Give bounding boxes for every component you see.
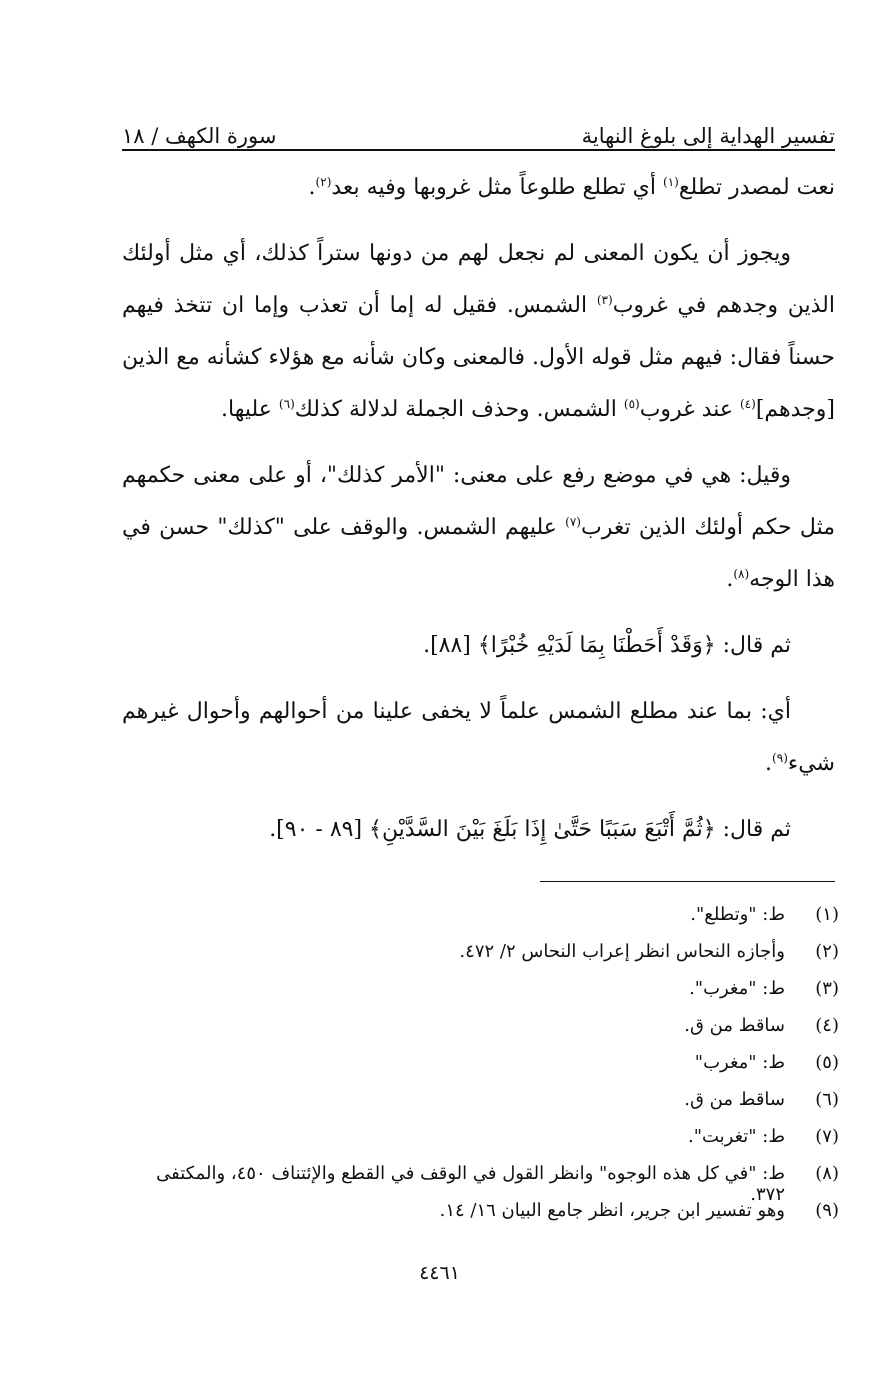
footnote-ref-4[interactable]: (٤) (739, 397, 756, 411)
footnote-ref-8[interactable]: (٨) (733, 567, 750, 581)
paragraph-2 (122, 228, 835, 436)
footnote-text: وأجازه النحاس انظر إعراب النحاس ٢/ ٤٧٢. (459, 941, 785, 962)
footnote-number: (٤) (815, 1015, 839, 1036)
footnote-item (120, 1163, 839, 1205)
footnote-ref-3[interactable]: (٣) (596, 293, 613, 307)
footnote-item (120, 941, 839, 978)
verse-number: [٨٩ - ٩٠]. (269, 817, 370, 842)
verse-number: [٨٨]. (423, 633, 478, 658)
footnote-ref-2[interactable]: (٢) (315, 175, 332, 189)
footnote-number: (١) (815, 904, 839, 925)
quran-verse: ﴿وَقَدْ أَحَطْنَا بِمَا لَدَيْهِ خُبْرًا﴾ (477, 633, 716, 658)
text-run: عند غروب (639, 397, 740, 422)
header-rule (122, 149, 835, 151)
text-run: . (726, 567, 734, 592)
surah-label: سورة الكهف / ١٨ (122, 124, 277, 148)
text-run: ثم قال: (715, 817, 791, 842)
footnote-ref-7[interactable]: (٧) (565, 515, 581, 529)
text-run: نعت لمصدر تطلع (678, 175, 835, 200)
book-title: تفسير الهداية إلى بلوغ النهاية (581, 124, 835, 148)
text-run: الشمس. فقيل له إما أن تعذب وإما ان تتخذ فيهم حسناً فقال: فيهم مثل قوله الأول. فالمعنى وكان شأنه مع هؤلاء كشأنه مع الذين [وجدهم] (122, 293, 835, 422)
footnote-text: ساقط من ق. (684, 1089, 785, 1110)
text-run: وقيل: هي في موضع رفع على معنى: "الأمر كذلك"، أو على معنى حكمهم مثل حكم أولئك الذين تغرب (122, 463, 836, 540)
footnote-ref-6[interactable]: (٦) (278, 397, 295, 411)
page-header (122, 108, 835, 148)
footnote-item (120, 904, 839, 941)
footnote-item (120, 1200, 839, 1237)
text-run: . (765, 751, 773, 776)
footnote-ref-1[interactable]: (١) (663, 175, 679, 189)
footnote-item (120, 1089, 839, 1126)
paragraph-1 (122, 162, 835, 214)
footnote-number: (٢) (815, 941, 839, 962)
text-run: ويجوز أن يكون المعنى لم نجعل لهم من دونها ستراً كذلك، أي مثل أولئك الذين وجدهم في غروب (122, 241, 835, 318)
paragraph-5 (122, 686, 835, 790)
footnote-text: ط: "مغرب". (689, 978, 785, 999)
footnote-number: (٥) (815, 1052, 839, 1073)
text-run: أي: بما عند مطلع الشمس علماً لا يخفى علينا من أحوالهم وأحوال غيرهم شيء (122, 699, 835, 776)
footnote-number: (٦) (815, 1089, 839, 1110)
footnote-text: ط: "في كل هذه الوجوه" وانظر القول في الوقف في القطع والإئتناف ٤٥٠، والمكتفى ٣٧٢. (156, 1163, 785, 1205)
footnote-item (120, 1052, 839, 1089)
footnote-item (120, 1015, 839, 1052)
paragraph-3 (122, 450, 835, 606)
footnotes-list (120, 904, 839, 1237)
footnote-text: ط: "تغربت". (687, 1126, 785, 1147)
footnote-number: (٨) (815, 1163, 839, 1184)
footnote-text: ساقط من ق. (684, 1015, 785, 1036)
quran-verse: ﴿ثُمَّ أَتْبَعَ سَبَبًا حَتَّىٰ إِذَا بَلَغَ بَيْنَ السَّدَّيْنِ﴾ (369, 817, 716, 842)
footnote-text: ط: "وتطلع". (690, 904, 785, 925)
text-run: عليها. (221, 397, 279, 422)
paragraph-6 (122, 804, 835, 856)
footnote-separator (540, 881, 835, 882)
footnote-item (120, 1126, 839, 1163)
footnote-item (120, 978, 839, 1015)
text-run: الشمس. وحذف الجملة لدلالة كذلك (294, 397, 624, 422)
paragraph-4 (122, 620, 835, 672)
page-number: ٤٤٦١ (419, 1262, 460, 1284)
footnote-ref-5[interactable]: (٥) (623, 397, 640, 411)
footnote-ref-9[interactable]: (٩) (772, 751, 788, 765)
text-run: عليهم الشمس. والوقف على "كذلك" حسن في هذا الوجه (122, 515, 835, 592)
text-run: أي تطلع طلوعاً مثل غروبها وفيه بعد (331, 175, 663, 200)
footnote-number: (٩) (815, 1200, 839, 1221)
text-run: ثم قال: (715, 633, 791, 658)
footnote-text: ط: "مغرب" (694, 1052, 785, 1073)
footnote-number: (٣) (815, 978, 839, 999)
footnote-text: وهو تفسير ابن جرير، انظر جامع البيان ١٦/ ١٤. (439, 1200, 785, 1221)
main-text (122, 162, 835, 870)
footnote-number: (٧) (815, 1126, 839, 1147)
text-run: . (308, 175, 316, 200)
